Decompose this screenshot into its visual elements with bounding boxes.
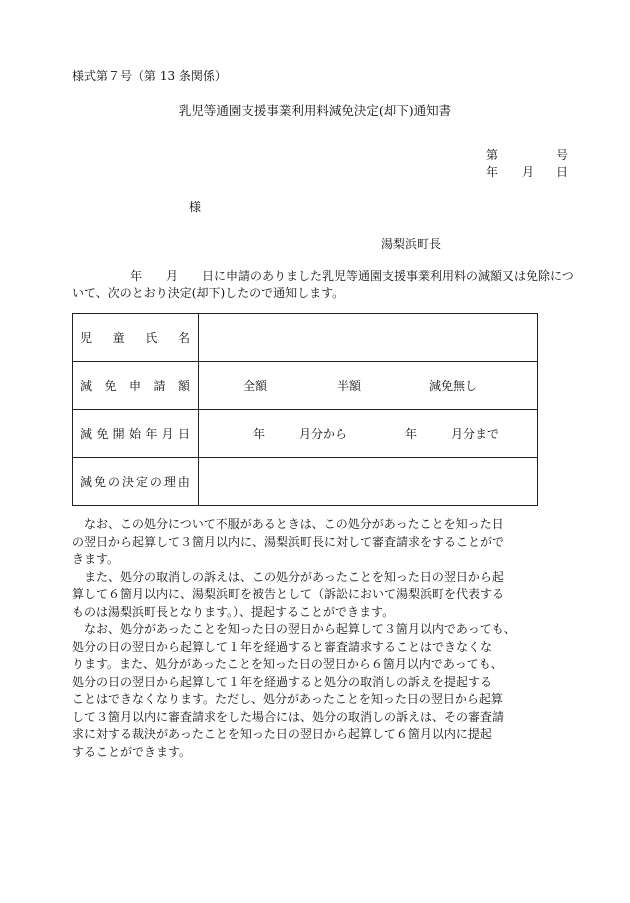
note-line: 求に対する裁決があったことを知った日の翌日から起算して６箇月以内に提起 (72, 727, 492, 741)
option-full: 全額 (243, 379, 268, 393)
note-line: きます。 (72, 552, 120, 566)
intro-line-1 (72, 268, 574, 285)
row-label-start-date (73, 410, 199, 458)
intro-paragraph (72, 268, 574, 302)
doc-number-suffix: 号 (556, 148, 569, 162)
note-line: 処分の日の翌日から起算して１年を経過すると処分の取消しの訴えを提起する (72, 674, 493, 689)
row-label-reason (73, 458, 199, 506)
note-line: また、処分の取消しの訴えは、この処分があったことを知った日の翌日から起 (72, 569, 504, 584)
label-char: 申 (128, 379, 141, 393)
label-char: 減 (80, 379, 93, 393)
note-line: することができます。 (72, 744, 192, 759)
label-char: 始 (128, 427, 141, 441)
label-char: 免 (93, 475, 106, 489)
requested-amount-field (199, 362, 538, 410)
label-char: の (107, 475, 120, 489)
label-char: の (149, 475, 162, 489)
label-char: 氏 (145, 331, 158, 345)
to-year: 年 (405, 427, 418, 441)
reason-field (199, 458, 538, 506)
intro-line-2: いて、次のとおり決定(却下)したので通知します。 (72, 286, 345, 300)
label-char: 年 (145, 427, 158, 441)
option-none: 減免無し (429, 379, 478, 393)
intro-month: 月 (166, 269, 179, 283)
label-char: 月 (161, 427, 174, 441)
label-char: 児 (80, 331, 93, 345)
label-char: 由 (177, 475, 190, 489)
note-line: なお、この処分について不服があるときは、この処分があったことを知った日 (72, 517, 504, 531)
form-code: 様式第７号（第 13 条関係） (72, 69, 227, 83)
note-line: ものは湯梨浜町長となります。）、提起することができます。 (72, 604, 395, 619)
note-line: して３箇月以内に審査請求をした場合には、処分の取消しの訴えは、その審査請 (72, 709, 505, 724)
from-month: 月分から (299, 427, 348, 441)
table-row (73, 362, 538, 410)
label-char: 減 (80, 427, 93, 441)
table-row (73, 314, 538, 362)
note-line: の翌日から起算して３箇月以内に、湯梨浜町長に対して審査請求をすることがで (72, 534, 505, 549)
table-row (73, 458, 538, 506)
label-char: 名 (177, 331, 190, 345)
addressee-honorific: 様 (189, 200, 202, 214)
issuer-name: 湯梨浜町長 (381, 237, 442, 251)
date-year-label: 年 (486, 165, 499, 179)
label-char: 免 (96, 427, 109, 441)
label-char: 日 (177, 427, 190, 441)
to-month: 月分まで (451, 427, 500, 441)
label-char: 免 (104, 379, 117, 393)
label-char: 減 (80, 475, 93, 489)
intro-year: 年 (130, 269, 143, 283)
note-line: 処分の日の翌日から起算して１年を経過すると審査請求することはできなくな (72, 639, 493, 654)
document-title: 乳児等通園支援事業利用料減免決定(却下)通知書 (178, 103, 452, 118)
label-char: 童 (112, 331, 125, 345)
note-line: ことはできなくなります。ただし、処分があったことを知った日の翌日から起算 (72, 692, 503, 706)
doc-number-prefix: 第 (486, 148, 499, 162)
row-label-requested-amount (73, 362, 199, 410)
intro-text: 日に申請のありました乳児等通園支援事業利用料の減額又は免除につ (202, 269, 574, 283)
label-char: 開 (112, 427, 125, 441)
option-half: 半額 (337, 379, 362, 393)
note-line: なお、処分があったことを知った日の翌日から起算して３箇月以内であっても、 (72, 622, 516, 636)
note-line: ります。また、処分があったことを知った日の翌日から６箇月以内であっても、 (72, 657, 503, 671)
label-char: 額 (177, 379, 190, 393)
label-char: 決 (121, 475, 134, 489)
note-line: 算して６箇月以内に、湯梨浜町を被告として（訴訟において湯梨浜町を代表する (72, 587, 505, 601)
info-table (72, 313, 538, 506)
child-name-field (199, 314, 538, 362)
date-month-label: 月 (522, 165, 535, 179)
start-date-field (199, 410, 538, 458)
table-row (73, 410, 538, 458)
from-year: 年 (253, 427, 266, 441)
date-day-label: 日 (556, 165, 569, 179)
notes-paragraph (72, 516, 567, 761)
label-char: 請 (153, 379, 166, 393)
row-label-child-name (73, 314, 199, 362)
label-char: 理 (163, 475, 176, 489)
label-char: 定 (135, 475, 148, 489)
